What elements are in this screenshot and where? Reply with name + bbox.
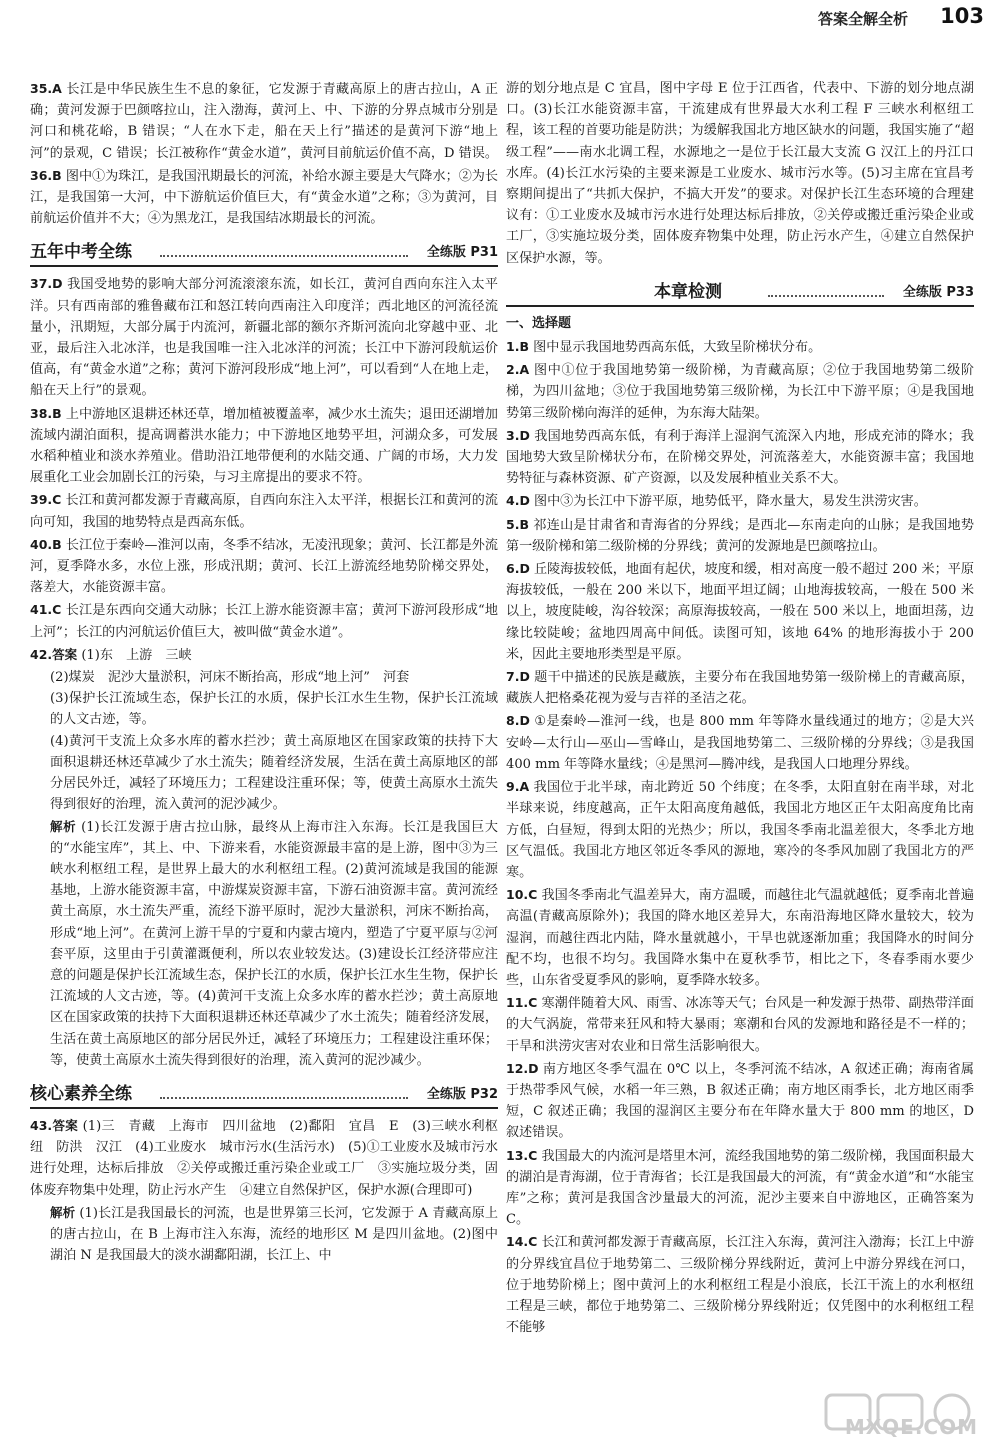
answer-item bbox=[506, 336, 974, 358]
item-number: 6.D bbox=[506, 561, 530, 577]
answer-line: (1)东 上游 三峡 bbox=[81, 647, 192, 663]
answer-item bbox=[506, 1058, 974, 1144]
answer-line: (3)保护长江流域生态，保护长江的水质，保护长江水生生物，保护长江流域的人文古迹，等。 bbox=[50, 691, 498, 728]
answer-item bbox=[506, 776, 974, 883]
item-text: 我国冬季南北气温差异大，南方温暖，而越往北气温就越低；夏季南北普遍高温(青藏高原除外)；我国的降水地区差异大，东南沿海地区降水量较大，较为湿润，而越往西北内陆，降水量就越小，干旱也就逐渐加重；我国降水的时间分配不均，也很不均匀。我国降水集中在夏秋季节，相比之下，冬春季雨水要少些，山东省受夏季风的影响，夏季降水较多。 bbox=[506, 888, 975, 988]
item-number: 12.D bbox=[506, 1060, 539, 1076]
item-text: 南方地区冬季气温在 0℃ 以上，冬季河流不结冰，A 叙述正确；海南省属于热带季风气候，水稻一年三熟，B 叙述正确；南方地区雨季长，北方地区雨季短，C 叙述正确；我国的湿润区主要分布在年降水量大于 800 mm 的地区，D 叙述错误。 bbox=[506, 1061, 974, 1141]
item-number: 42.答案 bbox=[30, 646, 78, 662]
analysis-block bbox=[50, 1202, 498, 1267]
item-text: 长江和黄河都发源于青藏高原，自西向东注入太平洋，根据长江和黄河的流向可知，我国的地势特点是西高东低。 bbox=[30, 493, 499, 530]
answer-item bbox=[30, 403, 498, 489]
item-text: (1)三 青藏 上海市 四川盆地 (2)鄱阳 宜昌 E (3)三峡水利枢纽 防洪 汉江 (4)工业废水 城市污水(生活污水) (5)①工业废水及城市污水进行处理，达标后排放 ②关停或搬迁重污染企业或工厂 ③实施垃圾分类，固体废弃物集中处理，防止污水产生 ④建立自然保护区，保护水源(合理即可) bbox=[30, 1118, 498, 1198]
item-number: 1.B bbox=[506, 339, 529, 355]
left-column bbox=[30, 78, 498, 1266]
item-number: 14.C bbox=[506, 1234, 538, 1250]
answer-line: (2)煤炭 泥沙大量淤积，河床不断抬高，形成“地上河” 河套 bbox=[50, 670, 410, 686]
item-text: 丘陵海拔较低，地面有起伏，坡度和缓，相对高度一般不超过 200 米；平原海拔较低，一般在 200 米以下，地面平坦辽阔；山地海拔较高，一般在 500 米以上，坡度陡峻，沟谷较深；高原海拔较高，一般在 500 米以上，地面坦荡，边缘比较陡峻；盆地四周高中间低。读图可知，该地 64% 的地形海拔小于 200 米，因此主要地形类型是平原。 bbox=[506, 562, 974, 662]
item-number: 4.D bbox=[506, 493, 530, 509]
analysis-text: (1)长江发源于唐古拉山脉，最终从上海市注入东海。长江是我国巨大的“水能宝库”，其上、中、下游来看，水能资源最丰富的是上游，图中③为三峡水利枢纽工程，是世界上最大的水利枢纽工程。(2)黄河流域是我国的能源基地，上游水能资源丰富，中游煤炭资源丰富，下游石油资源丰富。黄河流经黄土高原，水土流失严重，流经下游平原时，泥沙大量淤积，河床不断抬高，形成“地上河”。在黄河上游干旱的宁夏和内蒙古境内，塑造了宁夏平原与②河套平原，这里由于引黄灌溉便利，所以农业较发达。(3)建设长江经济带应注意的问题是保护长江流域生态，保护长江的水质，保护长江水生生物，保护长江流域的人文古迹，等。(4)黄河干支流上众多水库的蓄水拦沙；黄土高原地区在国家政策的扶持下大面积退耕还林还草减少了水土流失；随着经济发展，生活在黄土高原地区的部分居民外迁，减轻了环境压力；工程建设注重环保；等，使黄土高原水土流失得到很好的治理，流入黄河的泥沙减少。 bbox=[50, 819, 498, 1068]
item-text: 图中显示我国地势西高东低，大致呈阶梯状分布。 bbox=[533, 340, 822, 356]
item-text: 长江是中华民族生生不息的象征，它发源于青藏高原上的唐古拉山，A 正确；黄河发源于巴颜喀拉山，注入渤海，黄河上、中、下游的分界点城市分别是河口和桃花峪，B 错误；“人在水下走，船在天上行”描述的是黄河下游“地上河”的景观，C 错误；长江被称作“黄金水道”，黄河目前航运价值不高，D 错误。 bbox=[30, 82, 498, 161]
section-header bbox=[506, 279, 974, 307]
item-number: 7.D bbox=[506, 669, 530, 685]
item-text: 我国最大的内流河是塔里木河，流经我国地势的第二级阶梯，我国面积最大的湖泊是青海湖，位于青海省；长江是我国最大的河流，有“黄金水道”和“水能宝库”之称；黄河是我国含沙量最大的河流，泥沙主要来自中游地区，正确答案为 C。 bbox=[506, 1148, 975, 1228]
section-dots bbox=[160, 1097, 408, 1099]
item-number: 36.B bbox=[30, 167, 62, 183]
answer-item bbox=[30, 78, 498, 164]
answer-item bbox=[30, 599, 498, 642]
answer-item bbox=[506, 666, 974, 709]
item-number: 3.D bbox=[506, 427, 530, 443]
section-title: 核心素养全练 bbox=[30, 1084, 138, 1105]
answer-item bbox=[506, 884, 974, 991]
item-text: 上中游地区退耕还林还草，增加植被覆盖率，减少水土流失；退田还湖增加流域内湖泊面积，提高调蓄洪水能力；中下游地区地势平坦，河湖众多，可发展水稻种植业和淡水养殖业。借助沿江地带便利的水陆交通、广阔的市场，大力发展重化工业会加剧长江的污染，与习主席提出的要求不符。 bbox=[30, 406, 498, 486]
continuation-text: 游的划分地点是 C 宜昌，图中字母 E 位于江西省，代表中、下游的划分地点湖口。(3)长江水能资源丰富，干流建成有世界最大水利工程 F 三峡水利枢纽工程，该工程的首要功能是防洪；为缓解我国北方地区缺水的问题，我国实施了“超级工程”——南水北调工程，水源地之一是位于长江最大支流 G 汉江上的丹江口水库。(4)长江水污染的主要来源是工业废水、城市污水等。(5)习主席在宜昌考察期间提出了“共抓大保护，不搞大开发”的要求。对保护长江生态环境的合理建议有：①工业废水及城市污水进行处理达标后排放，②关停或搬迁重污染企业或工厂，③实施垃圾分类，固体废弃物集中处理，防止污水产生，④建立自然保护区保护水源，等。 bbox=[506, 81, 974, 266]
header-label: 答案全解全析 bbox=[817, 10, 908, 28]
analysis-label: 解析 bbox=[50, 818, 77, 834]
item-number: 13.C bbox=[506, 1147, 538, 1163]
answer-item bbox=[506, 1231, 974, 1338]
item-text: 我国受地势的影响大部分河流滚滚东流，如长江，黄河自西向东注入太平洋。只有西南部的雅鲁藏布江和怒江转向西南注入印度洋；西北地区的河流径流量小，汛期短，大部分属于内流河，新疆北部的额尔齐斯河流向北穿越中亚、北亚，最后注入北冰洋，也是我国唯一注入北冰洋的河流；长江中下游河段航运价值高，有“黄金水道”之称；黄河下游河段形成“地上河”，可以看到“人在地上走，船在天上行”的景观。 bbox=[30, 277, 498, 399]
item-number: 2.A bbox=[506, 362, 530, 378]
answer-item bbox=[30, 273, 498, 401]
item-text: 长江是东西向交通大动脉；长江上游水能资源丰富；黄河下游河段形成“地上河”；长江的内河航运价值巨大，被叫做“黄金水道”。 bbox=[30, 603, 498, 640]
right-column bbox=[506, 78, 974, 1339]
page-number: 103 bbox=[940, 4, 984, 28]
subheading: 一、选择题 bbox=[506, 315, 572, 331]
item-text: 我国地势西高东低，有利于海洋上湿润气流深入内地，形成充沛的降水；我国地势大致呈阶梯状分布，在阶梯交界处，河流落差大，水能资源丰富；我国地势特征与森林资源、矿产资源，以及发展种植业关系不大。 bbox=[506, 428, 974, 487]
analysis-text: (1)长江是我国最长的河流，也是世界第三长河，它发源于 A 青藏高原上的唐古拉山，在 B 上海市注入东海，流经的地形区 M 是四川盆地。(2)图中湖泊 N 是我国最大的淡水湖鄱阳湖，长江上、中 bbox=[50, 1205, 498, 1264]
answer-item bbox=[506, 710, 974, 775]
page-header bbox=[0, 0, 1000, 38]
item-number: 41.C bbox=[30, 602, 62, 618]
section-ref: 全练版 P32 bbox=[421, 1084, 498, 1105]
item-text: 图中①位于我国地势第一级阶梯，为青藏高原；②位于我国地势第二级阶梯，为四川盆地；③位于我国地势第三级阶梯，为长江中下游平原；④是我国地势第三级阶梯向海洋的延伸，为东海大陆架。 bbox=[506, 363, 974, 421]
analysis-block bbox=[50, 816, 498, 1071]
section-ref: 全练版 P33 bbox=[897, 282, 974, 303]
item-number: 37.D bbox=[30, 276, 63, 292]
item-number: 10.C bbox=[506, 887, 538, 903]
answer-item bbox=[30, 534, 498, 599]
item-number: 38.B bbox=[30, 405, 62, 421]
item-number: 35.A bbox=[30, 81, 62, 96]
section-ref: 全练版 P31 bbox=[421, 242, 498, 263]
section-dots bbox=[768, 295, 884, 297]
item-text: 祁连山是甘肃省和青海省的分界线；是西北—东南走向的山脉；是我国地势第一级阶梯和第二级阶梯的分界线；黄河的发源地是巴颜喀拉山。 bbox=[506, 517, 974, 554]
answer-list bbox=[506, 336, 974, 1338]
item-text: 图中③为长江中下游平原，地势低平，降水量大，易发生洪涝灾害。 bbox=[534, 494, 927, 510]
item-text: 我国位于北半球，南北跨近 50 个纬度；在冬季，太阳直射在南半球，对北半球来说，纬度越高，正午太阳高度角越低，我国北方地区正午太阳高度角比南方低，白昼短，得到太阳的光热少；所以，我国冬季南北温差很大，冬季北方地区气温低。我国北方地区邻近冬季风的源地，寒冷的冬季风加剧了我国北方的严寒。 bbox=[506, 780, 974, 880]
section-title: 本章检测 bbox=[654, 282, 728, 303]
item-number: 39.C bbox=[30, 492, 62, 508]
answer-item bbox=[30, 1115, 498, 1201]
answer-line: (4)黄河干支流上众多水库的蓄水拦沙；黄土高原地区在国家政策的扶持下大面积退耕还林还草减少了水土流失；随着经济发展，生活在黄土高原地区的部分居民外迁，减轻了环境压力；工程建设注重环保；等，使黄土高原水土流失得到很好的治理，流入黄河的泥沙减少。 bbox=[50, 733, 498, 813]
answer-item bbox=[30, 165, 498, 230]
item-number: 5.B bbox=[506, 516, 529, 532]
item-text: 图中①为珠江，是我国汛期最长的河流，补给水源主要是大气降水；②为长江，是我国第一大河，中下游航运价值巨大，有“黄金水道”之称；③为黄河，目前航运价值并不大；④为黑龙江，是我国结冰期最长的河流。 bbox=[30, 168, 498, 227]
section-dots bbox=[160, 255, 408, 257]
answer-item bbox=[506, 359, 974, 424]
item-text: 长江位于秦岭—淮河以南，冬季不结冰，无凌汛现象；黄河、长江都是外流河，夏季降水多，水位上涨，形成汛期；黄河、长江上游流经地势阶梯交界处，落差大，水能资源丰富。 bbox=[30, 537, 498, 596]
item-number: 43.答案 bbox=[30, 1117, 79, 1133]
item-text: 题干中描述的民族是藏族，主要分布在我国地势第一级阶梯上的青藏高原，藏族人把格桑花视为爱与吉祥的圣洁之花。 bbox=[506, 670, 974, 707]
item-number: 40.B bbox=[30, 536, 62, 552]
answer-item bbox=[506, 425, 974, 490]
item-text: 长江和黄河都发源于青藏高原，长江注入东海，黄河注入渤海；长江上中游的分界线宜昌位于地势第二、三级阶梯分界线附近，黄河上中游分界线在河口，位于地势阶梯上；图中黄河上的水利枢纽工程是小浪底，长江干流上的水利枢纽工程是三峡，都位于地势第二、三级阶梯分界线附近；仅凭图中的水利枢纽工程不能够 bbox=[506, 1235, 975, 1336]
watermark-logo bbox=[822, 1391, 992, 1447]
item-text: 寒潮伴随着大风、雨雪、冰冻等天气；台风是一种发源于热带、副热带洋面的大气涡旋，常带来狂风和特大暴雨；寒潮和台风的发源地和路径是不一样的；干旱和洪涝灾害对农业和日常生活影响很大。 bbox=[506, 996, 975, 1054]
item-number: 8.D bbox=[506, 713, 530, 729]
answer-item bbox=[506, 992, 974, 1057]
watermark-text: MXQE.COM bbox=[844, 1415, 978, 1439]
answer-item bbox=[506, 514, 974, 557]
item-number: 9.A bbox=[506, 779, 530, 795]
answer-item bbox=[506, 490, 974, 512]
item-number: 11.C bbox=[506, 995, 538, 1011]
answer-item bbox=[506, 1145, 974, 1231]
section-title: 五年中考全练 bbox=[30, 242, 138, 263]
answer-item bbox=[506, 558, 974, 665]
answer-item bbox=[30, 644, 498, 666]
item-text: ①是秦岭—淮河一线，也是 800 mm 年等降水量线通过的地方；②是大兴安岭—太行山—巫山—雪峰山，是我国地势第二、三级阶梯的分界线；③是我国 400 mm 年等降水量线；④是黑河—腾冲线，是我国人口地理分界线。 bbox=[506, 714, 974, 772]
section-header bbox=[30, 239, 498, 267]
section-header bbox=[30, 1081, 498, 1109]
answer-item bbox=[30, 489, 498, 532]
analysis-label: 解析 bbox=[50, 1204, 76, 1220]
